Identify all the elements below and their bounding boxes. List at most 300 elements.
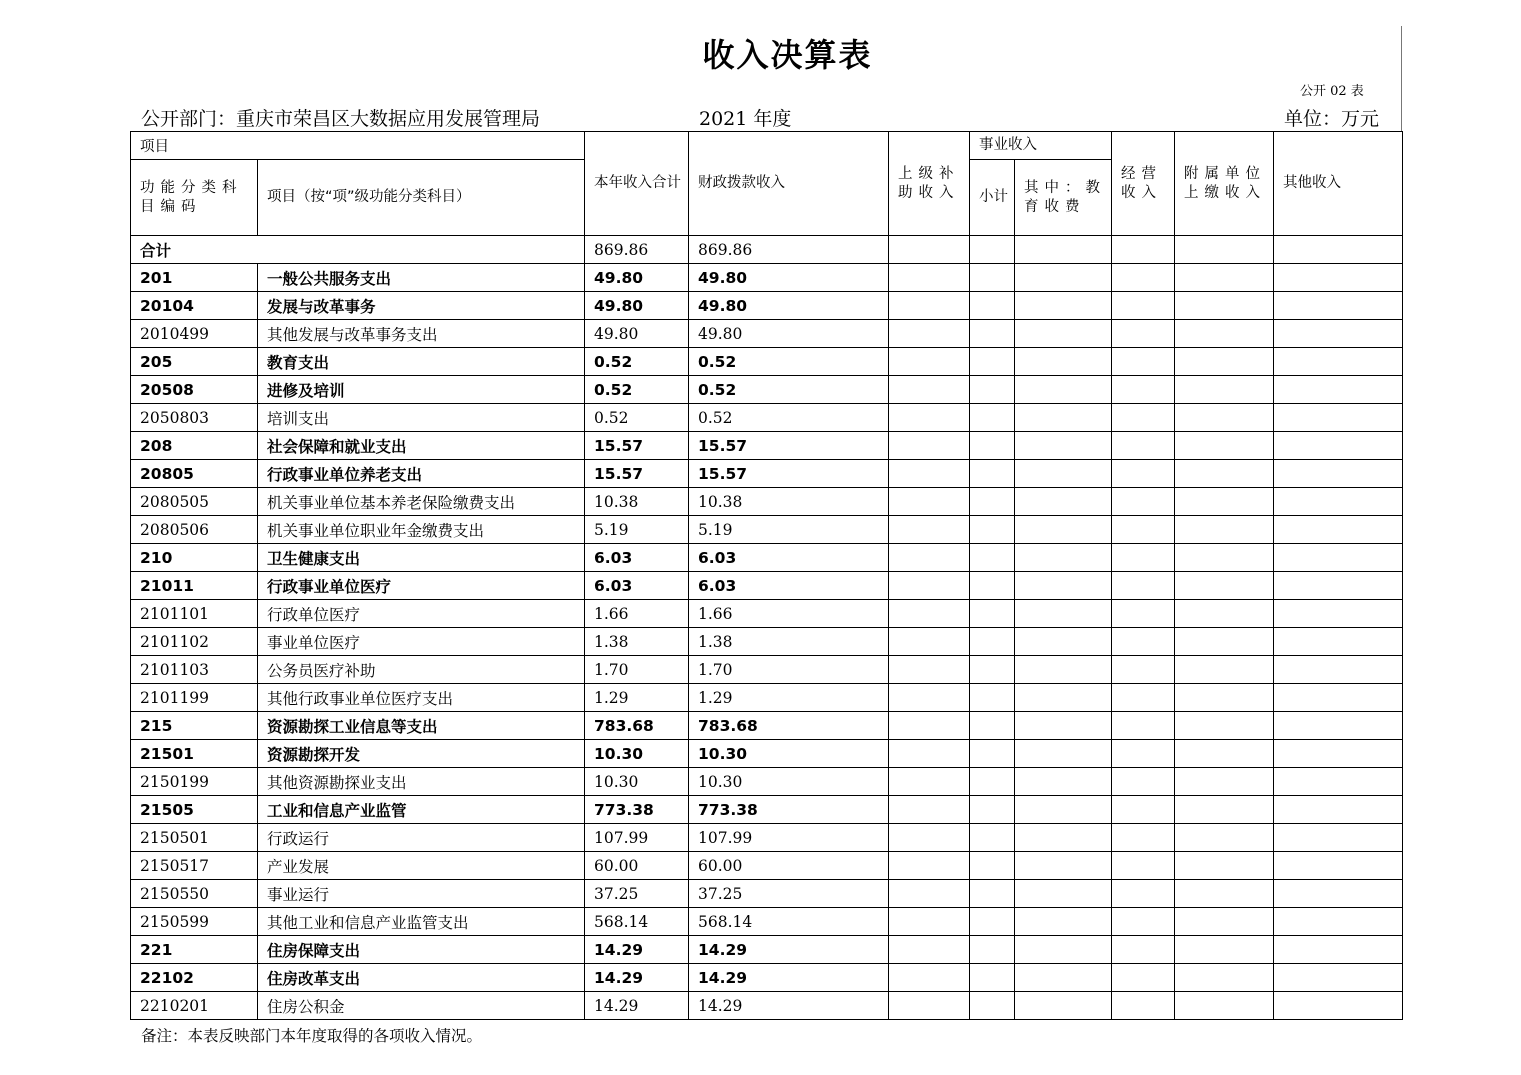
table-row — [131, 824, 1403, 852]
empty-cell — [1274, 544, 1403, 572]
empty-cell — [1112, 544, 1175, 572]
empty-cell — [970, 740, 1015, 768]
header-operating: 经营收入 — [1112, 132, 1175, 236]
row-code: 21011 — [131, 572, 258, 600]
empty-cell — [889, 656, 970, 684]
empty-cell — [1274, 852, 1403, 880]
total-fiscal: 869.86 — [689, 236, 889, 264]
page-title: 收入决算表 — [702, 36, 873, 74]
row-fiscal: 6.03 — [689, 572, 889, 600]
table-row — [131, 600, 1403, 628]
empty-cell — [1274, 488, 1403, 516]
empty-cell — [1175, 292, 1274, 320]
empty-cell — [1274, 964, 1403, 992]
empty-cell — [1112, 964, 1175, 992]
row-fiscal: 60.00 — [689, 852, 889, 880]
row-name: 产业发展 — [258, 852, 585, 880]
empty-cell — [1015, 796, 1112, 824]
row-name: 行政运行 — [258, 824, 585, 852]
empty-cell — [1274, 712, 1403, 740]
empty-cell — [1112, 600, 1175, 628]
table-row — [131, 264, 1403, 292]
row-name: 进修及培训 — [258, 376, 585, 404]
table-row — [131, 432, 1403, 460]
empty-cell — [889, 768, 970, 796]
row-code: 2050803 — [131, 404, 258, 432]
empty-cell — [1112, 740, 1175, 768]
table-row — [131, 544, 1403, 572]
row-fiscal: 5.19 — [689, 516, 889, 544]
empty-cell — [970, 852, 1015, 880]
empty-cell — [970, 796, 1015, 824]
table-row — [131, 516, 1403, 544]
row-total: 0.52 — [585, 348, 689, 376]
empty-cell — [889, 348, 970, 376]
empty-cell — [1175, 684, 1274, 712]
row-name: 卫生健康支出 — [258, 544, 585, 572]
empty-cell — [1175, 404, 1274, 432]
row-name: 发展与改革事务 — [258, 292, 585, 320]
empty-cell — [889, 404, 970, 432]
empty-cell — [1175, 488, 1274, 516]
empty-cell — [1274, 292, 1403, 320]
header-edu: 其中：教育收费 — [1015, 160, 1112, 236]
row-total: 1.29 — [585, 684, 689, 712]
empty-cell — [1175, 600, 1274, 628]
row-code: 205 — [131, 348, 258, 376]
row-fiscal: 1.66 — [689, 600, 889, 628]
empty-cell — [1175, 376, 1274, 404]
empty-cell — [1015, 824, 1112, 852]
row-fiscal: 10.30 — [689, 740, 889, 768]
empty-cell — [889, 852, 970, 880]
row-total: 0.52 — [585, 376, 689, 404]
row-total: 15.57 — [585, 432, 689, 460]
table-row — [131, 852, 1403, 880]
empty-cell — [970, 572, 1015, 600]
row-total: 6.03 — [585, 544, 689, 572]
row-code: 215 — [131, 712, 258, 740]
empty-cell — [1015, 572, 1112, 600]
empty-cell — [970, 684, 1015, 712]
row-code: 2101103 — [131, 656, 258, 684]
form-number: 公开 02 表 — [1300, 84, 1364, 99]
row-total: 37.25 — [585, 880, 689, 908]
header-superior: 上级补助收入 — [889, 132, 970, 236]
empty-cell — [1175, 656, 1274, 684]
empty-cell — [1112, 936, 1175, 964]
row-name: 资源勘探工业信息等支出 — [258, 712, 585, 740]
header-business: 事业收入 — [970, 132, 1112, 160]
empty-cell — [1175, 460, 1274, 488]
empty-cell — [1112, 684, 1175, 712]
empty-cell — [970, 348, 1015, 376]
empty-cell — [1015, 768, 1112, 796]
empty-cell — [1274, 796, 1403, 824]
empty-cell — [1274, 936, 1403, 964]
empty-cell — [1274, 376, 1403, 404]
row-total: 568.14 — [585, 908, 689, 936]
table-row — [131, 656, 1403, 684]
table-row — [131, 404, 1403, 432]
empty-cell — [1274, 320, 1403, 348]
row-name: 住房公积金 — [258, 992, 585, 1020]
row-name: 机关事业单位基本养老保险缴费支出 — [258, 488, 585, 516]
empty-cell — [1015, 432, 1112, 460]
empty-cell — [889, 376, 970, 404]
row-fiscal: 773.38 — [689, 796, 889, 824]
total-label: 合计 — [131, 236, 585, 264]
empty-cell — [1112, 908, 1175, 936]
empty-cell — [1175, 936, 1274, 964]
row-name: 其他发展与改革事务支出 — [258, 320, 585, 348]
row-code: 2080505 — [131, 488, 258, 516]
table-row — [131, 740, 1403, 768]
empty-cell — [1015, 292, 1112, 320]
empty-cell — [1274, 768, 1403, 796]
empty-cell — [1274, 824, 1403, 852]
empty-cell — [1112, 488, 1175, 516]
table-row — [131, 376, 1403, 404]
empty-cell — [1015, 460, 1112, 488]
header-other: 其他收入 — [1274, 132, 1403, 236]
header-fiscal: 财政拨款收入 — [689, 132, 889, 236]
empty-cell — [1112, 712, 1175, 740]
empty-cell — [1112, 992, 1175, 1020]
empty-cell — [1112, 348, 1175, 376]
empty-cell — [889, 320, 970, 348]
empty-cell — [970, 488, 1015, 516]
empty-cell — [1112, 852, 1175, 880]
row-total: 49.80 — [585, 292, 689, 320]
department-label: 公开部门：重庆市荣昌区大数据应用发展管理局 — [141, 108, 541, 130]
empty-cell — [1274, 992, 1403, 1020]
empty-cell — [889, 908, 970, 936]
empty-cell — [1112, 880, 1175, 908]
empty-cell — [1112, 572, 1175, 600]
row-total: 14.29 — [585, 992, 689, 1020]
row-code: 2150599 — [131, 908, 258, 936]
empty-cell — [889, 516, 970, 544]
row-total: 49.80 — [585, 264, 689, 292]
row-total: 10.30 — [585, 768, 689, 796]
row-fiscal: 14.29 — [689, 936, 889, 964]
row-fiscal: 14.29 — [689, 992, 889, 1020]
table-row — [131, 320, 1403, 348]
empty-cell — [1274, 684, 1403, 712]
empty-cell — [1274, 432, 1403, 460]
row-total: 14.29 — [585, 964, 689, 992]
empty-cell — [1015, 656, 1112, 684]
row-name: 其他行政事业单位医疗支出 — [258, 684, 585, 712]
empty-cell — [889, 824, 970, 852]
row-total: 5.19 — [585, 516, 689, 544]
empty-cell — [1274, 348, 1403, 376]
row-total: 10.38 — [585, 488, 689, 516]
empty-cell — [1175, 740, 1274, 768]
row-fiscal: 49.80 — [689, 264, 889, 292]
table-row — [131, 628, 1403, 656]
row-fiscal: 1.29 — [689, 684, 889, 712]
empty-cell — [1175, 628, 1274, 656]
empty-cell — [1274, 908, 1403, 936]
row-code: 2150199 — [131, 768, 258, 796]
row-fiscal: 15.57 — [689, 460, 889, 488]
row-code: 21505 — [131, 796, 258, 824]
empty-cell — [1175, 880, 1274, 908]
row-code: 210 — [131, 544, 258, 572]
row-name: 教育支出 — [258, 348, 585, 376]
row-fiscal: 0.52 — [689, 404, 889, 432]
row-code: 20805 — [131, 460, 258, 488]
row-name: 机关事业单位职业年金缴费支出 — [258, 516, 585, 544]
fiscal-year: 2021 年度 — [699, 108, 792, 130]
row-code: 208 — [131, 432, 258, 460]
total-row — [131, 236, 1403, 264]
header-subtotal: 小计 — [970, 160, 1015, 236]
empty-cell — [970, 432, 1015, 460]
row-code: 2101102 — [131, 628, 258, 656]
empty-cell — [1015, 712, 1112, 740]
empty-cell — [889, 992, 970, 1020]
row-fiscal: 6.03 — [689, 544, 889, 572]
empty-cell — [970, 712, 1015, 740]
empty-cell — [1112, 376, 1175, 404]
empty-cell — [970, 768, 1015, 796]
empty-cell — [1175, 348, 1274, 376]
empty-cell — [1015, 684, 1112, 712]
empty-cell — [1015, 544, 1112, 572]
empty-cell — [1015, 516, 1112, 544]
empty-cell — [1274, 572, 1403, 600]
empty-cell — [889, 964, 970, 992]
empty-cell — [970, 376, 1015, 404]
empty-cell — [970, 516, 1015, 544]
row-code: 21501 — [131, 740, 258, 768]
empty-cell — [1015, 348, 1112, 376]
empty-cell — [1274, 460, 1403, 488]
empty-cell — [1175, 320, 1274, 348]
empty-cell — [1015, 320, 1112, 348]
table-row — [131, 460, 1403, 488]
row-code: 2150517 — [131, 852, 258, 880]
row-code: 20508 — [131, 376, 258, 404]
empty-cell — [970, 908, 1015, 936]
row-code: 2150550 — [131, 880, 258, 908]
table-row — [131, 348, 1403, 376]
table-row — [131, 964, 1403, 992]
header-total: 本年收入合计 — [585, 132, 689, 236]
empty-cell — [1015, 964, 1112, 992]
table-row — [131, 992, 1403, 1020]
row-fiscal: 10.30 — [689, 768, 889, 796]
row-name: 培训支出 — [258, 404, 585, 432]
empty-cell — [889, 880, 970, 908]
header-name: 项目（按“项”级功能分类科目） — [258, 160, 585, 236]
table-row — [131, 488, 1403, 516]
row-total: 773.38 — [585, 796, 689, 824]
row-code: 201 — [131, 264, 258, 292]
empty-cell — [1274, 404, 1403, 432]
row-code: 20104 — [131, 292, 258, 320]
unit-label: 单位：万元 — [1284, 108, 1380, 130]
empty-cell — [1112, 768, 1175, 796]
row-name: 社会保障和就业支出 — [258, 432, 585, 460]
empty-cell — [1015, 880, 1112, 908]
row-code: 2080506 — [131, 516, 258, 544]
empty-cell — [1274, 880, 1403, 908]
row-name: 行政事业单位医疗 — [258, 572, 585, 600]
empty-cell — [1175, 964, 1274, 992]
empty-cell — [889, 488, 970, 516]
empty-cell — [970, 880, 1015, 908]
row-total: 783.68 — [585, 712, 689, 740]
empty-cell — [1175, 432, 1274, 460]
empty-cell — [889, 796, 970, 824]
row-fiscal: 568.14 — [689, 908, 889, 936]
row-total: 6.03 — [585, 572, 689, 600]
empty-cell — [1112, 628, 1175, 656]
empty-cell — [1015, 992, 1112, 1020]
row-total: 0.52 — [585, 404, 689, 432]
table-row — [131, 908, 1403, 936]
empty-cell — [1175, 516, 1274, 544]
row-fiscal: 1.70 — [689, 656, 889, 684]
empty-cell — [889, 628, 970, 656]
empty-cell — [889, 292, 970, 320]
empty-cell — [1112, 432, 1175, 460]
row-total: 107.99 — [585, 824, 689, 852]
row-fiscal: 107.99 — [689, 824, 889, 852]
row-code: 221 — [131, 936, 258, 964]
empty-cell — [970, 292, 1015, 320]
empty-cell — [889, 460, 970, 488]
empty-cell — [1175, 544, 1274, 572]
row-name: 工业和信息产业监管 — [258, 796, 585, 824]
empty-cell — [1015, 264, 1112, 292]
empty-cell — [889, 740, 970, 768]
empty-cell — [1112, 292, 1175, 320]
row-name: 资源勘探开发 — [258, 740, 585, 768]
row-fiscal: 37.25 — [689, 880, 889, 908]
empty-cell — [1015, 376, 1112, 404]
empty-cell — [1175, 992, 1274, 1020]
empty-cell — [1112, 264, 1175, 292]
row-name: 事业单位医疗 — [258, 628, 585, 656]
empty-cell — [1015, 908, 1112, 936]
table-row — [131, 712, 1403, 740]
row-name: 其他资源勘探业支出 — [258, 768, 585, 796]
header-item: 项目 — [131, 132, 585, 160]
row-code: 2101199 — [131, 684, 258, 712]
row-name: 行政单位医疗 — [258, 600, 585, 628]
empty-cell — [1175, 796, 1274, 824]
header-affiliated: 附属单位上缴收入 — [1175, 132, 1274, 236]
empty-cell — [1015, 488, 1112, 516]
row-fiscal: 15.57 — [689, 432, 889, 460]
empty-cell — [970, 404, 1015, 432]
empty-cell — [889, 264, 970, 292]
empty-cell — [1175, 572, 1274, 600]
empty-cell — [970, 544, 1015, 572]
income-table — [130, 131, 1403, 1020]
row-total: 1.38 — [585, 628, 689, 656]
row-fiscal: 49.80 — [689, 292, 889, 320]
empty-cell — [889, 936, 970, 964]
empty-cell — [889, 544, 970, 572]
row-fiscal: 783.68 — [689, 712, 889, 740]
empty-cell — [889, 432, 970, 460]
row-code: 2010499 — [131, 320, 258, 348]
empty-cell — [1112, 796, 1175, 824]
row-total: 1.66 — [585, 600, 689, 628]
empty-cell — [1112, 320, 1175, 348]
empty-cell — [1274, 516, 1403, 544]
empty-cell — [970, 964, 1015, 992]
header-code: 功能分类科目编码 — [131, 160, 258, 236]
empty-cell — [1015, 404, 1112, 432]
empty-cell — [970, 320, 1015, 348]
empty-cell — [1274, 600, 1403, 628]
empty-cell — [1015, 936, 1112, 964]
table-row — [131, 292, 1403, 320]
empty-cell — [1112, 516, 1175, 544]
row-name: 行政事业单位养老支出 — [258, 460, 585, 488]
empty-cell — [970, 936, 1015, 964]
row-total: 10.30 — [585, 740, 689, 768]
empty-cell — [889, 684, 970, 712]
empty-cell — [970, 264, 1015, 292]
empty-cell — [970, 600, 1015, 628]
empty-cell — [1274, 264, 1403, 292]
empty-cell — [970, 824, 1015, 852]
row-code: 2210201 — [131, 992, 258, 1020]
row-total: 14.29 — [585, 936, 689, 964]
row-total: 60.00 — [585, 852, 689, 880]
empty-cell — [1175, 908, 1274, 936]
empty-cell — [970, 656, 1015, 684]
row-total: 49.80 — [585, 320, 689, 348]
row-fiscal: 10.38 — [689, 488, 889, 516]
total-amount: 869.86 — [585, 236, 689, 264]
table-row — [131, 936, 1403, 964]
table-row — [131, 768, 1403, 796]
row-fiscal: 0.52 — [689, 348, 889, 376]
empty-cell — [1112, 824, 1175, 852]
empty-cell — [1015, 628, 1112, 656]
empty-cell — [889, 572, 970, 600]
row-name: 一般公共服务支出 — [258, 264, 585, 292]
empty-cell — [889, 600, 970, 628]
empty-cell — [1175, 768, 1274, 796]
empty-cell — [1015, 852, 1112, 880]
row-code: 2101101 — [131, 600, 258, 628]
table-row — [131, 796, 1403, 824]
row-name: 住房保障支出 — [258, 936, 585, 964]
table-row — [131, 572, 1403, 600]
row-total: 1.70 — [585, 656, 689, 684]
row-fiscal: 49.80 — [689, 320, 889, 348]
row-fiscal: 14.29 — [689, 964, 889, 992]
empty-cell — [889, 712, 970, 740]
empty-cell — [1112, 404, 1175, 432]
row-name: 其他工业和信息产业监管支出 — [258, 908, 585, 936]
empty-cell — [1274, 628, 1403, 656]
empty-cell — [1112, 656, 1175, 684]
empty-cell — [970, 992, 1015, 1020]
row-code: 22102 — [131, 964, 258, 992]
empty-cell — [1175, 264, 1274, 292]
